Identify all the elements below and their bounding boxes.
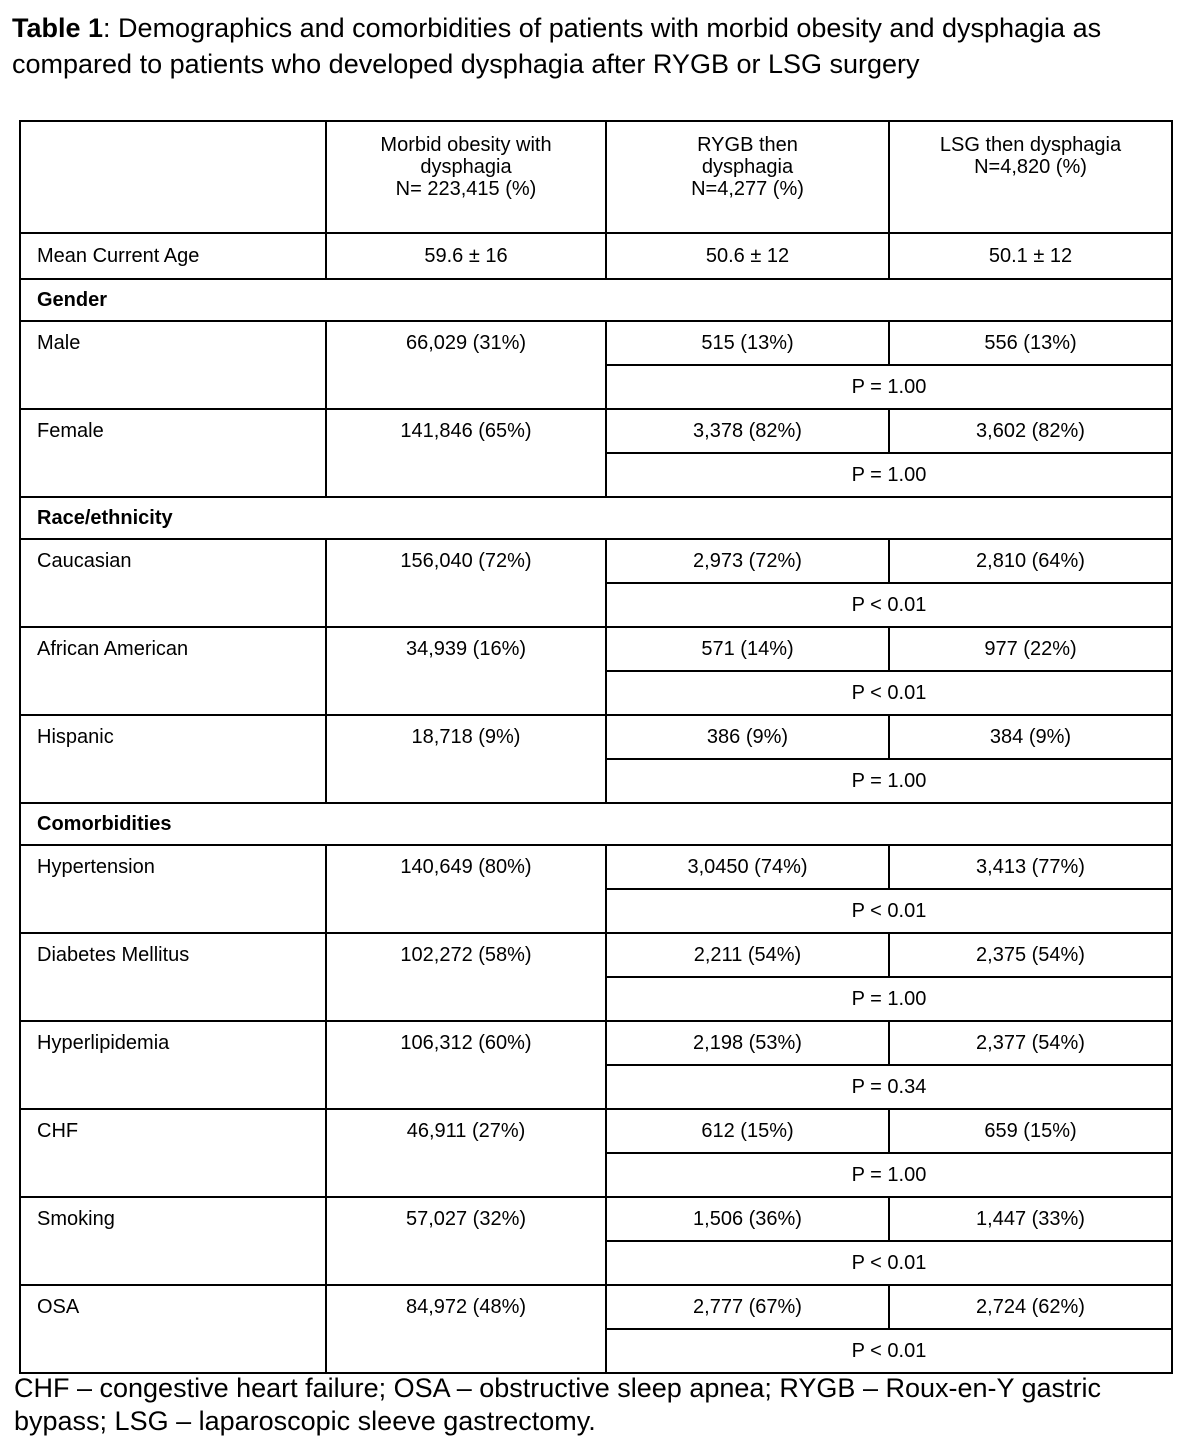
row-label: Male [20, 321, 326, 409]
header-rygb: RYGB then dysphagia N=4,277 (%) [606, 121, 889, 233]
lsg-value: 3,413 (77%) [889, 845, 1172, 889]
lsg-value: 2,810 (64%) [889, 539, 1172, 583]
lsg-value: 1,447 (33%) [889, 1197, 1172, 1241]
header-row [20, 121, 1172, 233]
table-row [20, 1285, 1172, 1329]
table-row [20, 627, 1172, 671]
rygb-value: 2,777 (67%) [606, 1285, 889, 1329]
table-row [20, 1021, 1172, 1065]
rygb-value: 612 (15%) [606, 1109, 889, 1153]
morbid-obesity-value: 46,911 (27%) [326, 1109, 606, 1197]
p-value: P = 0.34 [606, 1065, 1172, 1109]
row-label: CHF [20, 1109, 326, 1197]
rygb-value: 3,0450 (74%) [606, 845, 889, 889]
section-row [20, 803, 1172, 845]
p-value: P < 0.01 [606, 1329, 1172, 1373]
header-lsg: LSG then dysphagia N=4,820 (%) [889, 121, 1172, 233]
lsg-value: 3,602 (82%) [889, 409, 1172, 453]
table-row [20, 1109, 1172, 1153]
row-label: OSA [20, 1285, 326, 1373]
table-row [20, 539, 1172, 583]
section-title: Gender [20, 279, 1172, 321]
row-label: African American [20, 627, 326, 715]
row-label: Caucasian [20, 539, 326, 627]
p-value: P = 1.00 [606, 977, 1172, 1021]
row-label: Hypertension [20, 845, 326, 933]
section-row [20, 497, 1172, 539]
morbid-obesity-value: 66,029 (31%) [326, 321, 606, 409]
age-row [20, 233, 1172, 279]
table-row [20, 933, 1172, 977]
p-value: P < 0.01 [606, 1241, 1172, 1285]
morbid-obesity-value: 84,972 (48%) [326, 1285, 606, 1373]
table-row [20, 409, 1172, 453]
row-label: Diabetes Mellitus [20, 933, 326, 1021]
age-value: 50.6 ± 12 [606, 233, 889, 279]
lsg-value: 2,724 (62%) [889, 1285, 1172, 1329]
table-caption [12, 10, 1172, 82]
row-label: Hispanic [20, 715, 326, 803]
p-value: P = 1.00 [606, 453, 1172, 497]
morbid-obesity-value: 140,649 (80%) [326, 845, 606, 933]
rygb-value: 2,211 (54%) [606, 933, 889, 977]
section-row [20, 279, 1172, 321]
row-label: Female [20, 409, 326, 497]
table-footnote: CHF – congestive heart failure; OSA – obstructive sleep apnea; RYGB – Roux-en-Y gastric bypass; LSG – laparoscopic sleeve gastrectomy. [14, 1373, 1102, 1436]
morbid-obesity-value: 18,718 (9%) [326, 715, 606, 803]
row-label: Smoking [20, 1197, 326, 1285]
morbid-obesity-value: 57,027 (32%) [326, 1197, 606, 1285]
caption-text: : Demographics and comorbidities of patients with morbid obesity and dysphagia as compared to patients who developed dysphagia after RYGB or LSG surgery [12, 13, 1102, 79]
caption-label: Table 1 [12, 13, 104, 43]
rygb-value: 1,506 (36%) [606, 1197, 889, 1241]
table-row [20, 1197, 1172, 1241]
p-value: P < 0.01 [606, 583, 1172, 627]
lsg-value: 2,377 (54%) [889, 1021, 1172, 1065]
p-value: P < 0.01 [606, 889, 1172, 933]
morbid-obesity-value: 106,312 (60%) [326, 1021, 606, 1109]
row-label: Hyperlipidemia [20, 1021, 326, 1109]
rygb-value: 571 (14%) [606, 627, 889, 671]
age-value: 59.6 ± 16 [326, 233, 606, 279]
lsg-value: 659 (15%) [889, 1109, 1172, 1153]
rygb-value: 2,973 (72%) [606, 539, 889, 583]
p-value: P = 1.00 [606, 759, 1172, 803]
rygb-value: 515 (13%) [606, 321, 889, 365]
p-value: P = 1.00 [606, 1153, 1172, 1197]
morbid-obesity-value: 141,846 (65%) [326, 409, 606, 497]
age-label: Mean Current Age [20, 233, 326, 279]
table-row [20, 321, 1172, 365]
demographics-table [19, 120, 1173, 1374]
age-value: 50.1 ± 12 [889, 233, 1172, 279]
section-title: Race/ethnicity [20, 497, 1172, 539]
table-row [20, 845, 1172, 889]
header-morbid-obesity: Morbid obesity with dysphagia N= 223,415 (%) [326, 121, 606, 233]
header-blank-cell [20, 121, 326, 233]
lsg-value: 384 (9%) [889, 715, 1172, 759]
p-value: P < 0.01 [606, 671, 1172, 715]
rygb-value: 3,378 (82%) [606, 409, 889, 453]
lsg-value: 556 (13%) [889, 321, 1172, 365]
morbid-obesity-value: 102,272 (58%) [326, 933, 606, 1021]
rygb-value: 2,198 (53%) [606, 1021, 889, 1065]
rygb-value: 386 (9%) [606, 715, 889, 759]
lsg-value: 2,375 (54%) [889, 933, 1172, 977]
lsg-value: 977 (22%) [889, 627, 1172, 671]
section-title: Comorbidities [20, 803, 1172, 845]
morbid-obesity-value: 34,939 (16%) [326, 627, 606, 715]
table-row [20, 715, 1172, 759]
p-value: P = 1.00 [606, 365, 1172, 409]
morbid-obesity-value: 156,040 (72%) [326, 539, 606, 627]
